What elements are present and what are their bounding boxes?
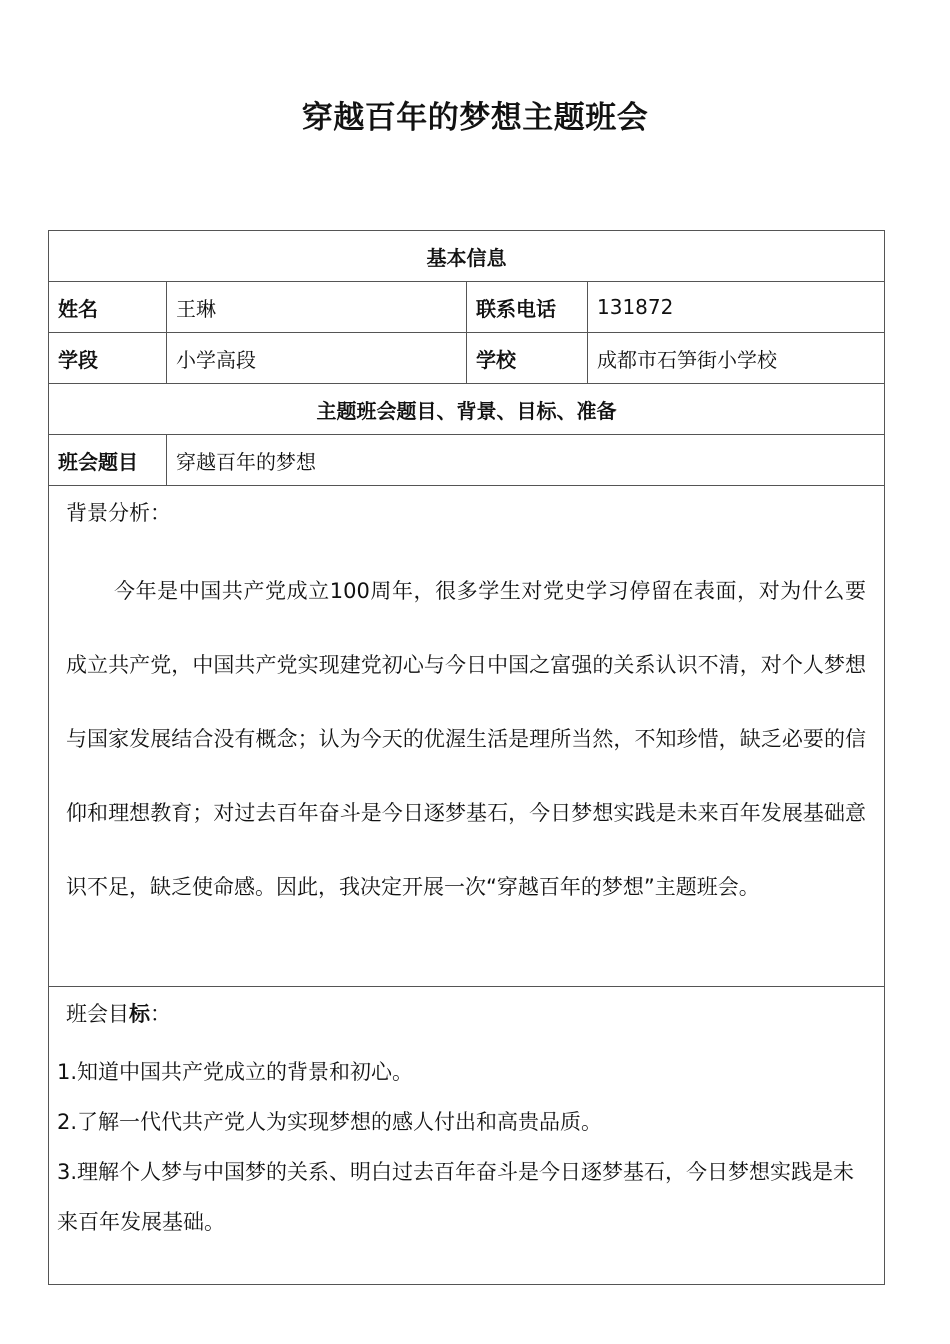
page-title: 穿越百年的梦想主题班会 bbox=[301, 100, 649, 136]
goal-item-1: 1.知道中国共产党成立的背景和初心。 bbox=[57, 1060, 414, 1084]
background-paragraph: 今年是中国共产党成立100周年，很多学生对党史学习停留在表面，对为什么要成立共产党，中国共产党实现建党初心与今日中国之富强的关系认识不清，对个人梦想与国家发展结合没有概念；认为今天的优渥生活是理所当然，不知珍惜，缺乏必要的信仰和理想教育；对过去百年奋斗是今日逐梦基石，今日梦想实践是未来百年发展基础意识不足，缺乏使命感。因此，我决定开展一次“穿越百年的梦想”主题班会。 bbox=[66, 579, 866, 899]
background-cell bbox=[49, 486, 885, 987]
phone-value: 131872 bbox=[588, 282, 885, 333]
background-row bbox=[49, 486, 885, 987]
goals-heading-text: 班会目 bbox=[66, 1002, 129, 1026]
section-header: 主题班会题目、背景、目标、准备 bbox=[49, 384, 885, 435]
goals-heading bbox=[66, 999, 874, 1029]
name-phone-row bbox=[49, 282, 885, 333]
goals-cell bbox=[49, 987, 885, 1285]
goals-list bbox=[57, 1047, 874, 1247]
goals-row bbox=[49, 987, 885, 1285]
name-value: 王琳 bbox=[167, 282, 467, 333]
basic-info-table bbox=[48, 230, 885, 1285]
phone-label: 联系电话 bbox=[467, 282, 588, 333]
school-value: 成都市石笋街小学校 bbox=[588, 333, 885, 384]
name-label: 姓名 bbox=[49, 282, 167, 333]
stage-label: 学段 bbox=[49, 333, 167, 384]
goals-heading-bold: 标 bbox=[129, 1002, 150, 1026]
topic-value: 穿越百年的梦想 bbox=[167, 435, 885, 486]
topic-label: 班会题目 bbox=[49, 435, 167, 486]
goal-item-3: 3.理解个人梦与中国梦的关系、明白过去百年奋斗是今日逐梦基石，今日梦想实践是未来百年发展基础。 bbox=[57, 1160, 855, 1234]
background-heading: 背景分析： bbox=[66, 501, 171, 525]
basic-info-header-row bbox=[49, 231, 885, 282]
basic-info-header: 基本信息 bbox=[49, 231, 885, 282]
goal-item-2: 2.了解一代代共产党人为实现梦想的感人付出和高贵品质。 bbox=[57, 1110, 603, 1134]
section-header-row bbox=[49, 384, 885, 435]
stage-value: 小学高段 bbox=[167, 333, 467, 384]
stage-school-row bbox=[49, 333, 885, 384]
topic-row bbox=[49, 435, 885, 486]
goals-heading-colon: ： bbox=[150, 1002, 171, 1026]
school-label: 学校 bbox=[467, 333, 588, 384]
